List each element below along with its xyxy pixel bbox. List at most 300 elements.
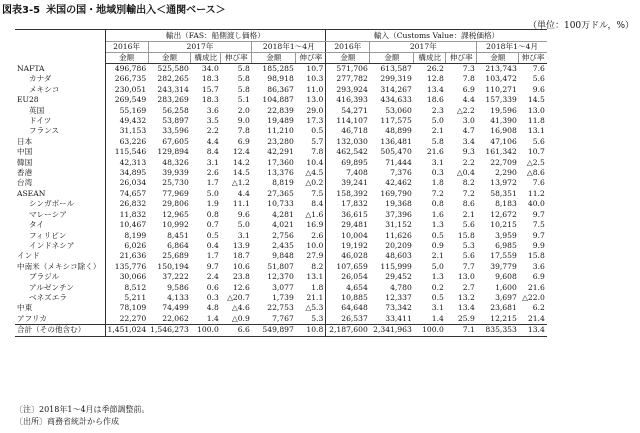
table-cell: 103,472 xyxy=(485,74,517,84)
table-row xyxy=(15,137,547,147)
table-row xyxy=(15,314,547,325)
table-cell: 22,062 xyxy=(162,313,189,323)
table-cell: 549,897 xyxy=(252,325,296,336)
table-cell: 3.1 xyxy=(237,230,250,240)
table-cell: △20.7 xyxy=(227,292,250,302)
import-2017-header: 2017年 xyxy=(370,42,477,53)
table-cell: 64,648 xyxy=(341,303,368,313)
table-cell: 47,106 xyxy=(490,136,517,146)
table-row xyxy=(15,262,547,272)
row-label: 英国 xyxy=(15,106,105,116)
table-cell: 158,392 xyxy=(336,188,368,198)
table-cell: 53,897 xyxy=(162,116,189,126)
table-row xyxy=(15,106,547,116)
table-cell: 117,575 xyxy=(380,116,412,126)
row-label: 中東 xyxy=(15,303,105,313)
table-cell: 58,351 xyxy=(490,188,517,198)
table-cell: 5.6 xyxy=(462,251,475,261)
table-cell: 3,959 xyxy=(495,230,517,240)
table-cell: 299,319 xyxy=(380,74,412,84)
table-cell: 23,280 xyxy=(267,136,294,146)
table-cell: 29,806 xyxy=(162,199,189,209)
table-cell: 110,271 xyxy=(485,84,517,94)
table-cell: 33,596 xyxy=(162,126,189,136)
table-cell: 8,451 xyxy=(167,230,189,240)
table-cell: 13.4 xyxy=(426,84,444,94)
table-cell: 115,546 xyxy=(114,147,147,157)
table-cell: 2.7 xyxy=(462,282,475,292)
table-cell: △4.5 xyxy=(296,168,326,178)
table-cell: 23,681 xyxy=(490,303,517,313)
row-label: メキシコ xyxy=(15,85,105,95)
table-cell: 1.7 xyxy=(206,251,219,261)
table-cell: 9.7 xyxy=(532,230,545,240)
table-cell: 5.6 xyxy=(532,74,545,84)
table-cell: 269,549 xyxy=(114,95,147,105)
table-cell: 18.7 xyxy=(232,251,250,261)
table-cell: 19,596 xyxy=(490,105,517,115)
table-body xyxy=(15,64,547,337)
table-row xyxy=(15,95,547,105)
table-cell: 8,512 xyxy=(124,282,147,292)
table-cell: 9.6 xyxy=(237,209,250,219)
row-label: NAFTA xyxy=(15,64,105,75)
table-cell: 29,452 xyxy=(385,272,412,282)
table-cell: 53,060 xyxy=(385,105,412,115)
col-kingaku: 金額 xyxy=(252,53,296,64)
table-cell: 5.6 xyxy=(532,136,545,146)
table-cell: 15.8 xyxy=(457,230,475,240)
row-label: 中南米（メキシコ除く） xyxy=(15,262,105,272)
table-cell: 2.1 xyxy=(431,126,444,136)
col-kousei: 構成比 xyxy=(414,53,446,64)
table-cell: 136,481 xyxy=(380,136,412,146)
table-cell: 5.3 xyxy=(296,314,326,325)
col-kingaku: 金額 xyxy=(105,53,148,64)
table-cell: 3.1 xyxy=(206,157,219,167)
table-cell: 98,918 xyxy=(267,74,294,84)
table-cell: 104,887 xyxy=(262,95,294,105)
table-cell: 63,226 xyxy=(119,136,147,146)
table-cell: △0.9 xyxy=(231,313,250,323)
table-cell: 0.3 xyxy=(206,292,219,302)
col-nobi: 伸び率 xyxy=(519,53,547,64)
col-kousei: 構成比 xyxy=(191,53,221,64)
table-cell: 27.9 xyxy=(296,251,326,261)
figure-title xyxy=(2,1,226,16)
table-cell: 73,342 xyxy=(385,303,412,313)
table-cell: 46,718 xyxy=(341,126,368,136)
table-cell: 14.5 xyxy=(527,95,545,105)
table-cell: 49,432 xyxy=(119,116,147,126)
table-cell: 7.1 xyxy=(446,325,477,336)
table-cell: 8.2 xyxy=(296,262,326,272)
table-cell: 6.9 xyxy=(532,272,545,282)
table-cell: 1,451,024 xyxy=(105,325,148,336)
table-cell: △4.6 xyxy=(231,303,250,313)
table-cell: 14.5 xyxy=(232,168,250,178)
table-row xyxy=(15,199,547,209)
table-cell: 5.8 xyxy=(237,74,250,84)
row-label: カナダ xyxy=(15,74,105,84)
table-cell: 100.0 xyxy=(191,325,221,336)
table-row xyxy=(15,189,547,199)
table-cell: 10.6 xyxy=(232,261,250,271)
table-cell: 9.9 xyxy=(532,240,545,250)
table-cell: 56,258 xyxy=(162,105,189,115)
row-label: フランス xyxy=(15,126,105,136)
table-cell: △22.0 xyxy=(522,292,545,302)
table-cell: 157,339 xyxy=(485,95,517,105)
table-cell: 26,034 xyxy=(119,178,147,188)
table-cell: △1.2 xyxy=(231,178,250,188)
table-cell: 46,028 xyxy=(341,251,368,261)
row-label: マレーシア xyxy=(15,210,105,220)
table-row xyxy=(15,283,547,293)
table-cell: 1.6 xyxy=(431,209,444,219)
table-cell: 0.9 xyxy=(431,240,444,250)
table-cell: 2,290 xyxy=(495,168,517,178)
table-cell: 462,542 xyxy=(336,147,368,157)
table-cell: 266,735 xyxy=(114,74,147,84)
table-cell: 9.7 xyxy=(206,261,219,271)
table-cell: 5.3 xyxy=(462,240,475,250)
row-label: アルゼンチン xyxy=(15,283,105,293)
table-cell: 19,368 xyxy=(385,199,412,209)
table-cell: 12,672 xyxy=(490,209,517,219)
table-cell: 12,965 xyxy=(162,209,189,219)
notes xyxy=(15,404,150,428)
table-cell: 42,462 xyxy=(385,178,412,188)
table-cell: 11.0 xyxy=(296,85,326,95)
row-label: フィリピン xyxy=(15,231,105,241)
table-cell: 13.0 xyxy=(527,105,545,115)
table-cell: 2,341,963 xyxy=(370,325,414,336)
col-nobi: 伸び率 xyxy=(296,53,326,64)
table-cell: 39,779 xyxy=(490,261,517,271)
table-cell: 2.4 xyxy=(206,272,219,282)
table-row xyxy=(15,220,547,230)
table-cell: 7.6 xyxy=(532,178,545,188)
table-cell: 3,077 xyxy=(272,282,294,292)
table-cell: 7.2 xyxy=(462,188,475,198)
table-cell: 525,580 xyxy=(157,64,189,73)
table-cell: 0.4 xyxy=(206,240,219,250)
table-cell: 282,265 xyxy=(157,74,189,84)
table-cell: 5.0 xyxy=(206,188,219,198)
table-cell: 10,467 xyxy=(119,220,147,230)
table-cell: 13.4 xyxy=(457,303,475,313)
table-cell: 25,689 xyxy=(162,251,189,261)
row-label: 台湾 xyxy=(15,178,105,188)
table-cell: 0.5 xyxy=(431,230,444,240)
table-cell: 7,376 xyxy=(390,168,412,178)
table-cell: △1.6 xyxy=(296,210,326,220)
table-cell: 230,051 xyxy=(114,84,147,94)
col-kingaku: 金額 xyxy=(326,53,370,64)
table-cell: 48,899 xyxy=(385,126,412,136)
table-cell: 4.8 xyxy=(206,303,219,313)
table-cell: 6.6 xyxy=(221,325,252,336)
table-cell: 10.4 xyxy=(296,158,326,168)
table-cell: 12.4 xyxy=(232,147,250,157)
table-cell: 69,895 xyxy=(341,157,368,167)
figure-caption: 米国の国・地域別輸出入＜通関ベース＞ xyxy=(46,5,226,16)
table-cell: 17,832 xyxy=(341,199,368,209)
row-label: インド xyxy=(15,251,105,261)
table-cell: 51,807 xyxy=(267,261,294,271)
row-label: 香港 xyxy=(15,168,105,178)
table-cell: 13.1 xyxy=(296,272,326,282)
table-cell: 3.6 xyxy=(532,261,545,271)
table-cell: 4,654 xyxy=(346,282,368,292)
table-row xyxy=(15,241,547,251)
table-cell: △0.2 xyxy=(296,178,326,188)
table-cell: 12,215 xyxy=(490,313,517,323)
table-cell: 0.5 xyxy=(431,292,444,302)
col-kingaku: 金額 xyxy=(148,53,191,64)
table-cell: 115,999 xyxy=(380,261,412,271)
table-cell: 13.9 xyxy=(232,240,250,250)
table-cell: 12,337 xyxy=(385,292,412,302)
table-cell: 10.7 xyxy=(527,147,545,157)
table-cell: 4.7 xyxy=(462,126,475,136)
table-cell: 30,066 xyxy=(119,272,147,282)
table-cell: 11,210 xyxy=(267,126,294,136)
table-cell: 21.1 xyxy=(296,293,326,303)
table-cell: 8,199 xyxy=(124,230,147,240)
table-cell: 18.3 xyxy=(201,74,219,84)
table-cell: 13.0 xyxy=(457,272,475,282)
table-cell: 9.6 xyxy=(532,84,545,94)
table-cell: 314,267 xyxy=(380,84,412,94)
table-row xyxy=(15,293,547,303)
table-cell: 5.8 xyxy=(431,136,444,146)
table-cell: 39,939 xyxy=(162,168,189,178)
table-cell: 1.8 xyxy=(296,283,326,293)
table-cell: 3.4 xyxy=(462,136,475,146)
table-cell: 26.2 xyxy=(426,64,444,73)
table-cell: 7,767 xyxy=(272,313,294,323)
table-cell: 2.3 xyxy=(431,105,444,115)
table-cell: 6,026 xyxy=(124,240,147,250)
table-cell: 7.6 xyxy=(532,64,545,73)
table-cell: 2,756 xyxy=(272,230,294,240)
export-2018-header: 2018年1～4月 xyxy=(252,42,326,53)
table-cell: 169,790 xyxy=(380,188,412,198)
table-cell: 11.2 xyxy=(527,188,545,198)
table-cell: 0.5 xyxy=(296,126,326,136)
table-cell: 114,107 xyxy=(336,116,368,126)
table-cell: 283,269 xyxy=(157,95,189,105)
table-cell: 21.6 xyxy=(426,147,444,157)
table-cell: 132,030 xyxy=(336,136,368,146)
table-row xyxy=(15,251,547,261)
table-cell: 27,365 xyxy=(267,188,294,198)
table-cell: 161,342 xyxy=(485,147,517,157)
table-cell: 7.2 xyxy=(431,188,444,198)
table-cell: 18.6 xyxy=(426,95,444,105)
table-cell: 10.8 xyxy=(296,325,326,336)
table-cell: 2.2 xyxy=(206,126,219,136)
table-row xyxy=(15,126,547,136)
table-cell: 1.7 xyxy=(206,178,219,188)
row-label: インドネシア xyxy=(15,241,105,251)
unit-label: （単位：100万ドル，%） xyxy=(527,21,634,31)
table-cell: 416,393 xyxy=(336,95,368,105)
table-cell: 6.2 xyxy=(532,303,545,313)
table-cell: 2.2 xyxy=(462,157,475,167)
table-cell: 1,739 xyxy=(272,292,294,302)
table-cell: 3,697 xyxy=(495,292,517,302)
table-cell: 12.8 xyxy=(426,74,444,84)
table-cell: 6,985 xyxy=(495,240,517,250)
table-cell: 100.0 xyxy=(414,325,446,336)
table-cell: 11,832 xyxy=(119,209,147,219)
table-cell: 4.4 xyxy=(462,95,475,105)
table-cell: 34.0 xyxy=(201,64,219,73)
table-cell: 11,626 xyxy=(385,230,412,240)
table-cell: 7.7 xyxy=(462,261,475,271)
note-2: 〔出所〕商務省統計から作成 xyxy=(15,417,119,426)
table-cell: 42,291 xyxy=(267,147,294,157)
table-cell: 2.6 xyxy=(206,168,219,178)
table-cell: 2.1 xyxy=(431,251,444,261)
table-cell: 835,353 xyxy=(477,325,519,336)
table-cell: 13,972 xyxy=(490,178,517,188)
table-cell: 8.4 xyxy=(206,147,219,157)
row-label: 合計（その他含む） xyxy=(15,325,105,336)
table-cell: 26,832 xyxy=(119,199,147,209)
row-label: EU28 xyxy=(15,95,105,105)
table-cell: 1,546,273 xyxy=(150,325,189,335)
table-cell: 1.9 xyxy=(206,199,219,209)
table-cell: 7.5 xyxy=(296,189,326,199)
table-cell: 107,659 xyxy=(336,261,368,271)
row-label: ドイツ xyxy=(15,116,105,126)
table-cell: 16,908 xyxy=(490,126,517,136)
table-cell: 129,894 xyxy=(157,147,189,157)
table-cell: 48,326 xyxy=(162,157,189,167)
table-row xyxy=(15,178,547,188)
table-cell: 6.9 xyxy=(462,84,475,94)
table-cell: 36,615 xyxy=(341,209,368,219)
table-cell: 10,004 xyxy=(341,230,368,240)
table-cell: 10,215 xyxy=(490,220,517,230)
table-cell: 5.1 xyxy=(237,95,250,105)
table-cell: 5.8 xyxy=(237,84,250,94)
table-row xyxy=(15,74,547,84)
table-cell: 12,370 xyxy=(267,272,294,282)
table-cell: 86,367 xyxy=(267,84,294,94)
table-cell: 8,819 xyxy=(272,178,294,188)
table-cell: 4.4 xyxy=(206,136,219,146)
table-cell: 26,054 xyxy=(341,272,368,282)
table-cell: 8.6 xyxy=(462,199,475,209)
table-cell: 4,133 xyxy=(167,292,189,302)
row-label: 日本 xyxy=(15,137,105,147)
table-cell: 21.4 xyxy=(527,313,545,323)
table-cell: 18.3 xyxy=(201,95,219,105)
table-cell: 185,285 xyxy=(262,64,294,73)
table-cell: 9.7 xyxy=(532,209,545,219)
table-cell: 41,390 xyxy=(490,116,517,126)
table-cell: 13.4 xyxy=(519,325,547,336)
table-cell: 2.0 xyxy=(237,105,250,115)
row-label: ブラジル xyxy=(15,272,105,282)
table-cell: 4,780 xyxy=(390,282,412,292)
table-cell: 22,839 xyxy=(267,105,294,115)
table-cell: 2.1 xyxy=(462,209,475,219)
table-cell: 1.4 xyxy=(431,313,444,323)
table-row xyxy=(15,85,547,95)
table-cell: 5.0 xyxy=(431,116,444,126)
table-cell: 1.3 xyxy=(431,272,444,282)
table-cell: 33,411 xyxy=(385,313,412,323)
table-cell: 6.9 xyxy=(237,136,250,146)
table-cell: 5.7 xyxy=(296,137,326,147)
table-cell: 0.3 xyxy=(431,168,444,178)
table-row xyxy=(15,147,547,157)
table-cell: 22,709 xyxy=(490,157,517,167)
table-cell: 74,499 xyxy=(162,303,189,313)
import-2016-header: 2016年 xyxy=(326,42,370,53)
table-cell: 29.0 xyxy=(296,106,326,116)
table-cell: 3.6 xyxy=(206,105,219,115)
row-label: タイ xyxy=(15,220,105,230)
table-cell: 1,600 xyxy=(495,282,517,292)
table-cell: 7.3 xyxy=(462,64,475,73)
table-cell: 15.8 xyxy=(527,251,545,261)
table-cell: 0.2 xyxy=(431,282,444,292)
table-cell: 31,153 xyxy=(119,126,147,136)
table-cell: 0.6 xyxy=(206,282,219,292)
table-cell: 17,559 xyxy=(490,251,517,261)
col-kingaku: 金額 xyxy=(477,53,519,64)
table-cell: 1.4 xyxy=(206,313,219,323)
table-cell: 17.3 xyxy=(296,116,326,126)
table-cell: 11.8 xyxy=(527,116,545,126)
table-cell: △2.2 xyxy=(456,105,475,115)
table-cell: 11.1 xyxy=(232,199,250,209)
col-kingaku: 金額 xyxy=(370,53,414,64)
table-cell: 54,271 xyxy=(341,105,368,115)
table-cell: 13,376 xyxy=(267,168,294,178)
table-cell: 4,021 xyxy=(272,220,294,230)
table-cell: 9,848 xyxy=(272,251,294,261)
table-cell: 10.3 xyxy=(296,74,326,84)
table-cell: 78,109 xyxy=(119,303,147,313)
table-cell: 1.8 xyxy=(431,178,444,188)
table-cell: 5.0 xyxy=(431,261,444,271)
table-cell: 29,481 xyxy=(341,220,368,230)
col-nobi: 伸び率 xyxy=(221,53,252,64)
import-2018-header: 2018年1～4月 xyxy=(477,42,547,53)
table-cell: 22,270 xyxy=(119,313,147,323)
table-cell: 37,222 xyxy=(162,272,189,282)
table-cell: 213,743 xyxy=(485,64,517,73)
table-cell: 71,444 xyxy=(385,157,412,167)
table-cell: 9.0 xyxy=(237,116,250,126)
row-label: アフリカ xyxy=(15,314,105,325)
table-cell: 8.4 xyxy=(296,199,326,209)
table-cell: 12.6 xyxy=(232,282,250,292)
table-cell: 21.6 xyxy=(527,282,545,292)
table-cell: 17,360 xyxy=(267,157,294,167)
table-cell: 16.9 xyxy=(296,220,326,230)
table-cell: 55,169 xyxy=(119,105,147,115)
table-cell: 2.6 xyxy=(296,231,326,241)
